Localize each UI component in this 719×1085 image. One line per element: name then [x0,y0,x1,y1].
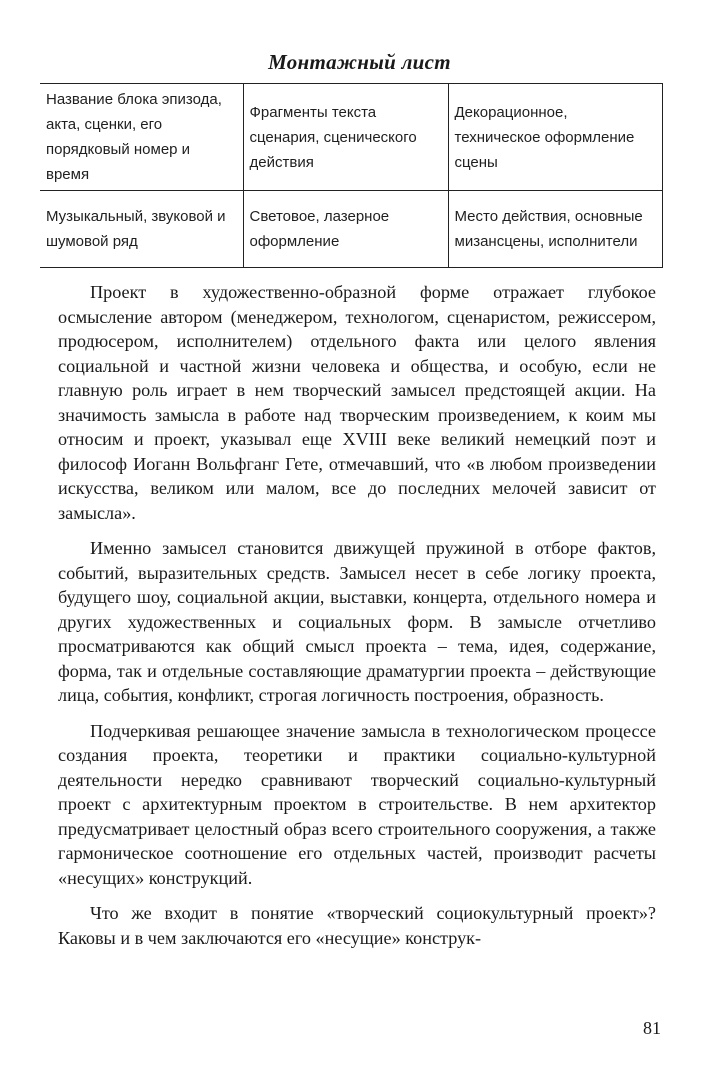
table-row [40,191,662,268]
page-title: Монтажный лист [268,50,451,74]
table-cell: Место действия, основные мизансцены, исполнители [448,191,662,268]
table-cell: Декорационное, техническое оформление сцены [448,84,662,191]
paragraph: Что же входит в понятие «творческий социокультурный проект»? Каковы и в чем заключаются его «несущие» конструк- [58,903,656,948]
table-row [40,84,662,191]
paragraph: Именно замысел становится движущей пружиной в отборе фактов, событий, выразительных средств. Замысел несет в себе логику проекта, будущего шоу, социальной акции, выставки, концерта, отдельного номера и других художественных и социальных форм. В замысле отчетливо просматриваются как общий смысл проекта – тема, идея, содержание, форма, так и отдельные составляющие драматургии проекта – действующие лица, события, конфликт, строгая логичность построения, образность. [58,538,656,705]
paragraph: Проект в художественно-образной форме отражает глубокое осмысление автором (менеджером, технологом, сценаристом, режиссером, продюсером, исполнителем) отдельного факта или целого явления социальной и частной жизни человека и общества, и особую, если не главную роль играет в нем творческий замысел предстоящей акции. На значимость замысла в работе над творческим произведением, к коим мы относим и проект, указывал еще XVIII веке великий немецкий поэт и философ Иоганн Вольфганг Гете, отмечавший, что «в любом произведении искусства, великом или малом, все до последних мелочей зависит от замысла». [58,282,656,523]
table-cell: Музыкальный, звуковой и шумовой ряд [40,191,243,268]
table-cell: Фрагменты текста сценария, сценического действия [243,84,448,191]
body-text [58,280,656,961]
montage-table [40,83,663,268]
paragraph: Подчеркивая решающее значение замысла в технологическом процессе создания проекта, теоретики и практики социально-культурной деятельности нередко сравнивают творческий социально-культурный проект с архитектурным проектом в строительстве. В нем архитектор предусматривает целостный образ всего строительного сооружения, а также гармоническое соотношение его отдельных частей, производит расчеты «несущих» конструкций. [58,720,656,888]
page-number: 81 [643,1018,661,1038]
table-cell: Световое, лазерное оформление [243,191,448,268]
table-cell: Название блока эпизода, акта, сценки, его порядковый номер и время [40,84,243,191]
